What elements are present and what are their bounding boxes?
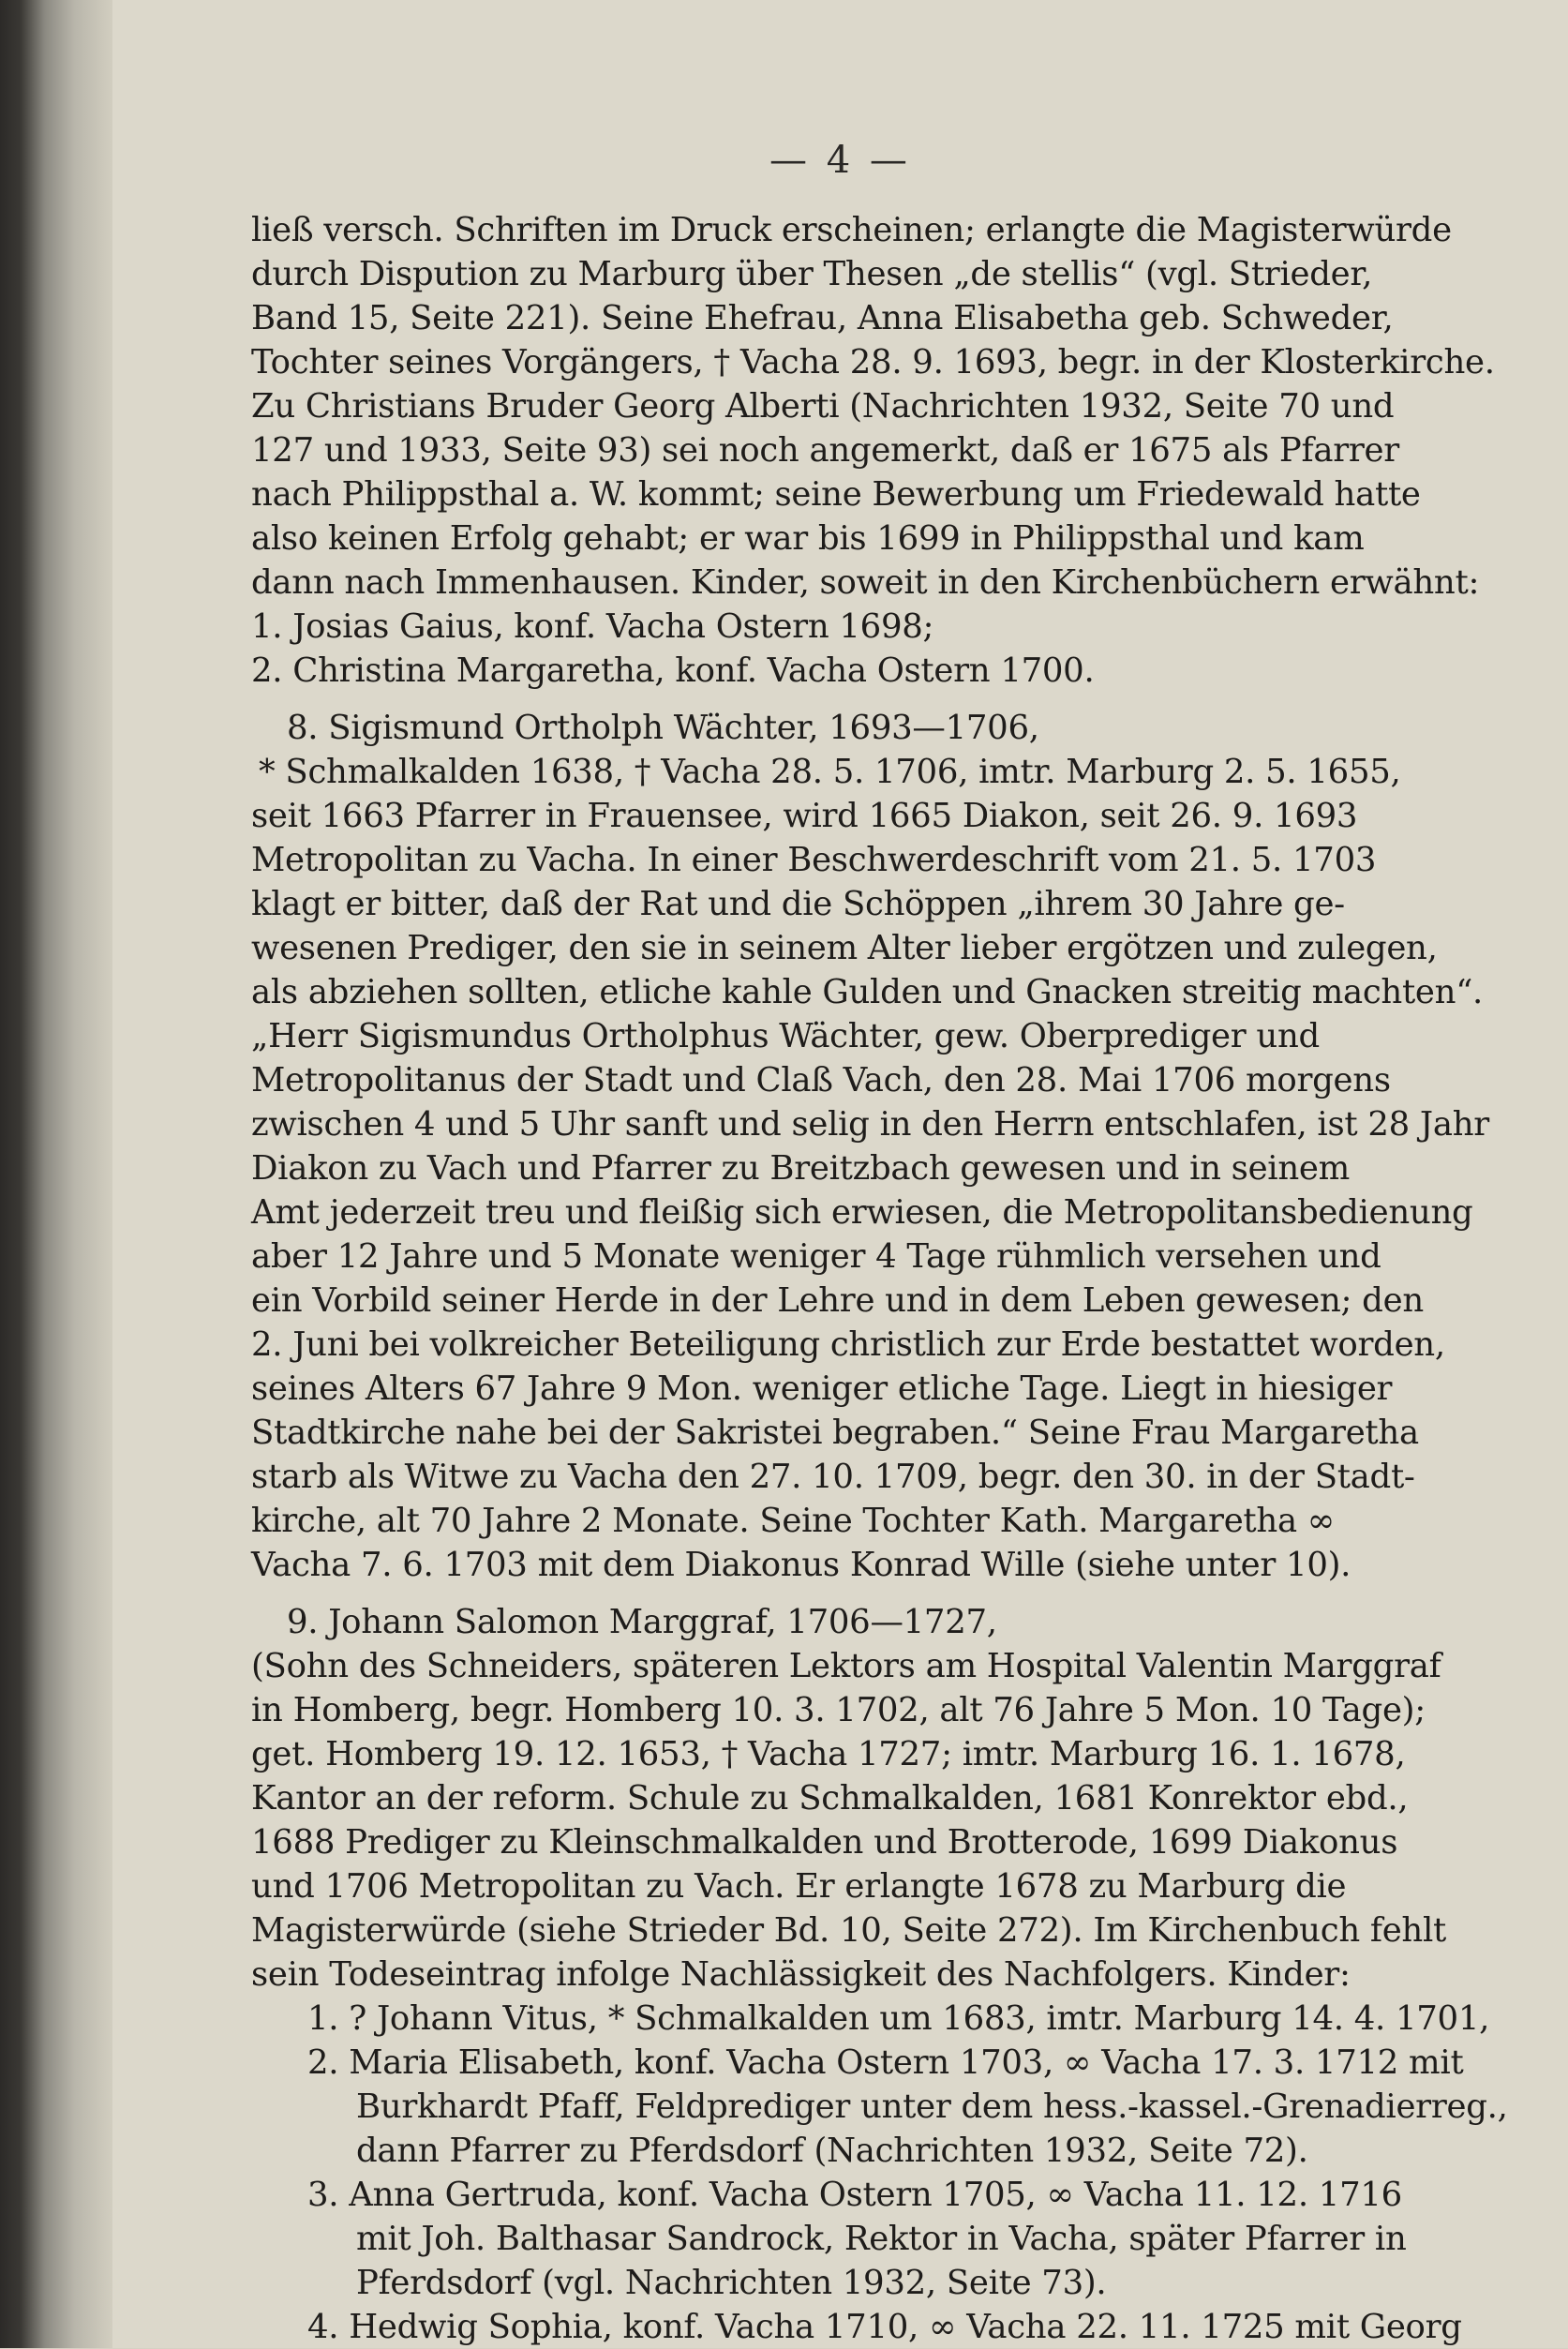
text-line: in Homberg, begr. Homberg 10. 3. 1702, alt 76 Jahre 5 Mon. 10 Tage);: [251, 1691, 1426, 1729]
text-line: durch Dispution zu Marburg über Thesen „de stellis“ (vgl. Strieder,: [251, 255, 1373, 293]
text-line: ließ versch. Schriften im Druck erscheinen; erlangte die Magisterwürde: [251, 211, 1452, 249]
text-line: 2. Juni bei volkreicher Beteiligung christlich zur Erde bestattet worden,: [251, 1325, 1445, 1364]
text-line: Magisterwürde (siehe Strieder Bd. 10, Seite 272). Im Kirchenbuch fehlt: [251, 1911, 1447, 1950]
text-line: dann Pfarrer zu Pferdsdorf (Nachrichten 1932, Seite 72).: [356, 2132, 1308, 2170]
text-line: seit 1663 Pfarrer in Frauensee, wird 1665 Diakon, seit 26. 9. 1693: [251, 797, 1358, 835]
text-line: aber 12 Jahre und 5 Monate weniger 4 Tage rühmlich versehen und: [251, 1237, 1381, 1276]
text-line: nach Philippsthal a. W. kommt; seine Bewerbung um Friedewald hatte: [251, 475, 1421, 514]
text-line: sein Todeseintrag infolge Nachlässigkeit des Nachfolgers. Kinder:: [251, 1955, 1351, 1994]
text-line: klagt er bitter, daß der Rat und die Schöppen „ihrem 30 Jahre ge-: [251, 885, 1345, 923]
text-line: seines Alters 67 Jahre 9 Mon. weniger etliche Tage. Liegt in hiesiger: [251, 1369, 1393, 1408]
text-line: 127 und 1933, Seite 93) sei noch angemerkt, daß er 1675 als Pfarrer: [251, 431, 1399, 470]
text-line: starb als Witwe zu Vacha den 27. 10. 1709, begr. den 30. in der Stadt-: [251, 1458, 1415, 1496]
text-line: kirche, alt 70 Jahre 2 Monate. Seine Tochter Kath. Margaretha ∞: [251, 1502, 1336, 1540]
text-line: Stadtkirche nahe bei der Sakristei begraben.“ Seine Frau Margaretha: [251, 1414, 1419, 1452]
paragraph-marggraf: [251, 1600, 1563, 2349]
entry-heading: 8. Sigismund Ortholph Wächter, 1693—1706,: [287, 709, 1039, 747]
text-line: Metropolitan zu Vacha. In einer Beschwerdeschrift vom 21. 5. 1703: [251, 841, 1377, 879]
text-line: * Schmalkalden 1638, † Vacha 28. 5. 1706, imtr. Marburg 2. 5. 1655,: [259, 753, 1401, 791]
text-line: und 1706 Metropolitan zu Vach. Er erlangte 1678 zu Marburg die: [251, 1867, 1347, 1906]
text-line: 2. Christina Margaretha, konf. Vacha Ostern 1700.: [251, 651, 1095, 690]
text-line: zwischen 4 und 5 Uhr sanft und selig in den Herrn entschlafen, ist 28 Jahr: [251, 1105, 1489, 1144]
text-line: Diakon zu Vach und Pfarrer zu Breitzbach gewesen und in seinem: [251, 1149, 1350, 1188]
text-line: mit Joh. Balthasar Sandrock, Rektor in Vacha, später Pfarrer in: [356, 2220, 1407, 2258]
text-line: also keinen Erfolg gehabt; er war bis 1699 in Philippsthal und kam: [251, 519, 1365, 558]
list-item: 2. Maria Elisabeth, konf. Vacha Ostern 1703, ∞ Vacha 17. 3. 1712 mit: [307, 2043, 1464, 2082]
text-line: Band 15, Seite 221). Seine Ehefrau, Anna Elisabetha geb. Schweder,: [251, 299, 1394, 337]
text-line: (Sohn des Schneiders, späteren Lektors am Hospital Valentin Marggraf: [251, 1647, 1441, 1685]
text-line: „Herr Sigismundus Ortholphus Wächter, gew. Oberprediger und: [251, 1017, 1320, 1055]
page-number: — 4 —: [769, 139, 911, 182]
text-line: Zu Christians Bruder Georg Alberti (Nachrichten 1932, Seite 70 und: [251, 387, 1395, 426]
text-line: Tochter seines Vorgängers, † Vacha 28. 9. 1693, begr. in der Klosterkirche.: [251, 343, 1495, 382]
text-line: Amt jederzeit treu und fleißig sich erwiesen, die Metropolitansbedienung: [251, 1193, 1473, 1232]
paragraph-alberti: [251, 208, 1563, 693]
text-line: 1688 Prediger zu Kleinschmalkalden und Brotterode, 1699 Diakonus: [251, 1823, 1398, 1862]
text-line: Pferdsdorf (vgl. Nachrichten 1932, Seite 73).: [356, 2264, 1107, 2302]
text-line: dann nach Immenhausen. Kinder, soweit in den Kirchenbüchern erwähnt:: [251, 563, 1480, 602]
text-line: Kantor an der reform. Schule zu Schmalkalden, 1681 Konrektor ebd.,: [251, 1779, 1409, 1818]
list-item: 1. ? Johann Vitus, * Schmalkalden um 1683, imtr. Marburg 14. 4. 1701,: [307, 1999, 1490, 2038]
list-item: 3. Anna Gertruda, konf. Vacha Ostern 1705, ∞ Vacha 11. 12. 1716: [307, 2176, 1402, 2214]
page-body: [251, 208, 1563, 2349]
entry-heading: 9. Johann Salomon Marggraf, 1706—1727,: [287, 1603, 997, 1641]
text-line: Burkhardt Pfaff, Feldprediger unter dem hess.-kassel.-Grenadierreg.,: [356, 2087, 1508, 2126]
text-line: ein Vorbild seiner Herde in der Lehre und in dem Leben gewesen; den: [251, 1281, 1424, 1320]
book-spine-shadow: [0, 0, 112, 2348]
text-line: als abziehen sollten, etliche kahle Gulden und Gnacken streitig machten“.: [251, 973, 1484, 1011]
book-page: [112, 0, 1568, 2348]
text-line: 1. Josias Gaius, konf. Vacha Ostern 1698;: [251, 607, 934, 646]
paragraph-waechter: [251, 706, 1563, 1587]
list-item: 4. Hedwig Sophia, konf. Vacha 1710, ∞ Vacha 22. 11. 1725 mit Georg: [307, 2308, 1462, 2346]
text-line: Vacha 7. 6. 1703 mit dem Diakonus Konrad Wille (siehe unter 10).: [251, 1546, 1351, 1584]
text-line: wesenen Prediger, den sie in seinem Alter lieber ergötzen und zulegen,: [251, 929, 1438, 967]
text-line: Metropolitanus der Stadt und Claß Vach, den 28. Mai 1706 morgens: [251, 1061, 1391, 1100]
text-line: get. Homberg 19. 12. 1653, † Vacha 1727; imtr. Marburg 16. 1. 1678,: [251, 1735, 1406, 1773]
